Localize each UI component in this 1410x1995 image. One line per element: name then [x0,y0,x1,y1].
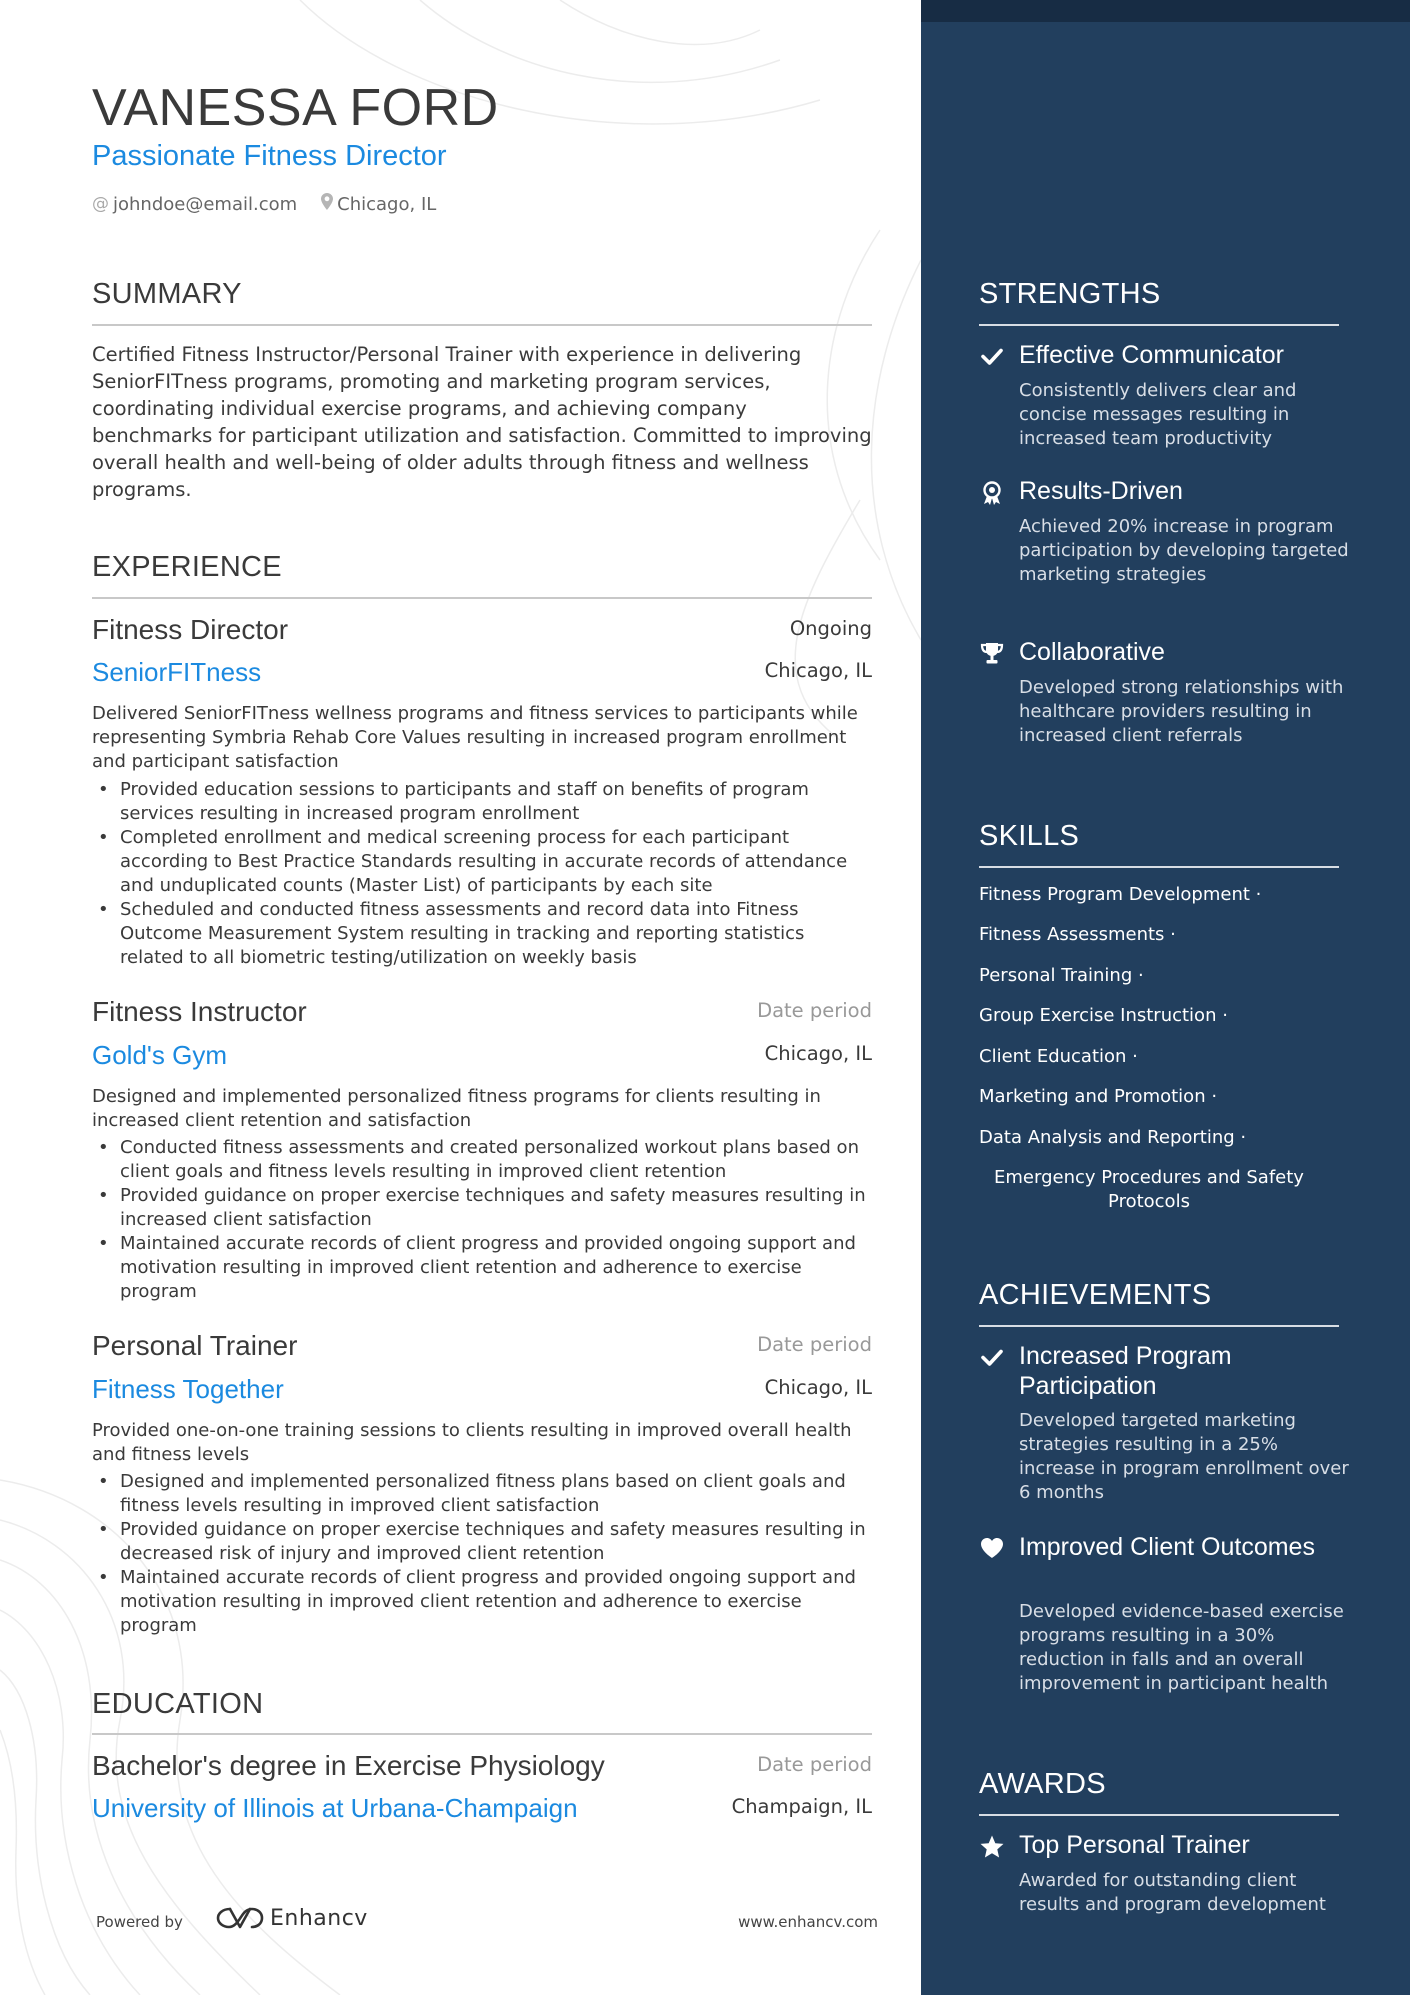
strengths-divider [979,324,1339,326]
email-text: johndoe@email.com [113,193,298,215]
summary-heading: SUMMARY [92,278,242,310]
skill-item: Group Exercise Instruction · [979,1005,1228,1026]
summary-text: Certified Fitness Instructor/Personal Trainer with experience in delivering SeniorFITness programs, promoting and marketing program services, coordinating individual exercise programs, and achieving company benchmarks for participant utilization and satisfaction. Committed to improving overall health and well-being of older adults through fitness and wellness programs. [92,343,872,501]
list-item: • Maintained accurate records of client progress and provided ongoing support and motivation resulting in improved client retention and adherence to exercise program [92,1232,872,1304]
education-location: Champaign, IL [731,1795,872,1818]
job-bullets [92,778,872,970]
education-degree: Bachelor's degree in Exercise Physiology [92,1750,605,1781]
job-company[interactable]: Fitness Together [92,1374,284,1404]
job-date: Date period [757,1333,872,1356]
education-date: Date period [757,1753,872,1776]
strength-title: Effective Communicator [1019,341,1284,369]
strength-text: Consistently delivers clear and concise messages resulting in increased team productivity [1019,380,1297,449]
list-item: • Conducted fitness assessments and created personalized workout plans based on client goals and fitness levels resulting in improved client retention [92,1136,872,1184]
footer-website-link[interactable]: www.enhancv.com [738,1913,878,1931]
at-sign-icon: @ [92,194,109,214]
location-text: Chicago, IL [337,193,437,215]
experience-heading: EXPERIENCE [92,551,282,583]
summary-divider [92,324,872,326]
skill-item: Marketing and Promotion · [979,1086,1218,1107]
list-item: • Completed enrollment and medical screening process for each participant according to Best Practice Standards resulting in accurate records of attendance and unduplicated counts (Master List) of participants by each site [92,826,872,898]
list-item: • Provided guidance on proper exercise techniques and safety measures resulting in increased client satisfaction [92,1184,872,1232]
list-item: • Provided guidance on proper exercise techniques and safety measures resulting in decreased risk of injury and improved client retention [92,1518,872,1566]
strengths-heading: STRENGTHS [979,278,1161,310]
sidebar-top-band [921,0,1410,22]
job-location: Chicago, IL [764,659,872,682]
job-company[interactable]: Gold's Gym [92,1040,227,1070]
achievements-divider [979,1325,1339,1327]
award-text: Awarded for outstanding client results and program development [1019,1870,1326,1915]
awards-heading: AWARDS [979,1768,1106,1800]
enhancv-brand-text: Enhancv [270,1905,368,1931]
skill-item: Personal Training · [979,965,1144,986]
strength-text: Developed strong relationships with healthcare providers resulting in increased client referrals [1019,677,1344,746]
job-title: Fitness Director [92,614,289,645]
strength-title: Results-Driven [1019,477,1183,505]
enhancv-logo[interactable] [216,1905,368,1931]
skill-item: Emergency Procedures and Safety Protocols [994,1167,1304,1212]
strength-title: Collaborative [1019,638,1165,666]
achievement-title: Improved Client Outcomes [1019,1533,1315,1561]
contact-info [92,193,460,215]
job-bullets [92,1470,872,1638]
education-divider [92,1733,872,1735]
job-bullets [92,1136,872,1304]
experience-divider [92,597,872,599]
job-date: Ongoing [789,617,872,640]
skill-item: Fitness Program Development · [979,884,1262,905]
job-description: Provided one-on-one training sessions to clients resulting in improved overall health and fitness levels [92,1420,852,1465]
list-item: • Provided education sessions to participants and staff on benefits of program services resulting in increased program enrollment [92,778,872,826]
job-title: Fitness Instructor [92,996,307,1027]
list-item: • Maintained accurate records of client progress and provided ongoing support and motivation resulting in improved client retention and adherence to exercise program [92,1566,872,1638]
job-location: Chicago, IL [764,1042,872,1065]
enhancv-logo-icon [216,1905,264,1931]
achievement-text: Developed targeted marketing strategies resulting in a 25% increase in program enrollment over 6 months [1019,1410,1349,1503]
awards-divider [979,1814,1339,1816]
job-description: Delivered SeniorFITness wellness programs and fitness services to participants while representing Symbria Rehab Core Values resulting in increased program enrollment and participant satisfaction [92,703,858,772]
trophy-icon [979,641,1005,667]
skill-item: Data Analysis and Reporting · [979,1127,1247,1148]
skills-heading: SKILLS [979,820,1080,852]
skill-item: Client Education · [979,1046,1138,1067]
job-date: Date period [757,999,872,1022]
email-contact[interactable] [92,194,297,215]
list-item: • Scheduled and conducted fitness assessments and record data into Fitness Outcome Measurement System resulting in tracking and reporting statistics related to all biometric testing/utilization on weekly basis [92,898,872,970]
check-icon [979,1345,1005,1371]
job-location: Chicago, IL [764,1376,872,1399]
education-heading: EDUCATION [92,1688,264,1720]
award-icon [979,480,1005,506]
job-title: Personal Trainer [92,1330,298,1361]
education-school[interactable]: University of Illinois at Urbana-Champaign [92,1793,578,1823]
candidate-name: VANESSA FORD [92,79,499,137]
award-title: Top Personal Trainer [1019,1831,1250,1859]
location-pin-icon [321,193,333,215]
sidebar-column [921,0,1410,1995]
job-company[interactable]: SeniorFITness [92,657,262,687]
achievements-heading: ACHIEVEMENTS [979,1279,1212,1311]
skill-item: Fitness Assessments · [979,924,1176,945]
location-contact [321,193,436,215]
job-description: Designed and implemented personalized fitness programs for clients resulting in increased client retention and satisfaction [92,1086,821,1131]
powered-by-label: Powered by [96,1913,183,1931]
footer [96,1903,878,1943]
star-icon [979,1834,1005,1860]
heart-icon [979,1536,1005,1562]
list-item: • Designed and implemented personalized fitness plans based on client goals and fitness levels resulting in improved client satisfaction [92,1470,872,1518]
achievement-title: Increased Program Participation [1019,1342,1232,1400]
strength-text: Achieved 20% increase in program participation by developing targeted marketing strategies [1019,516,1349,585]
check-icon [979,344,1005,370]
skills-divider [979,866,1339,868]
achievement-text: Developed evidence-based exercise programs resulting in a 30% reduction in falls and an overall improvement in participant health [1019,1601,1344,1694]
candidate-title: Passionate Fitness Director [92,140,447,172]
